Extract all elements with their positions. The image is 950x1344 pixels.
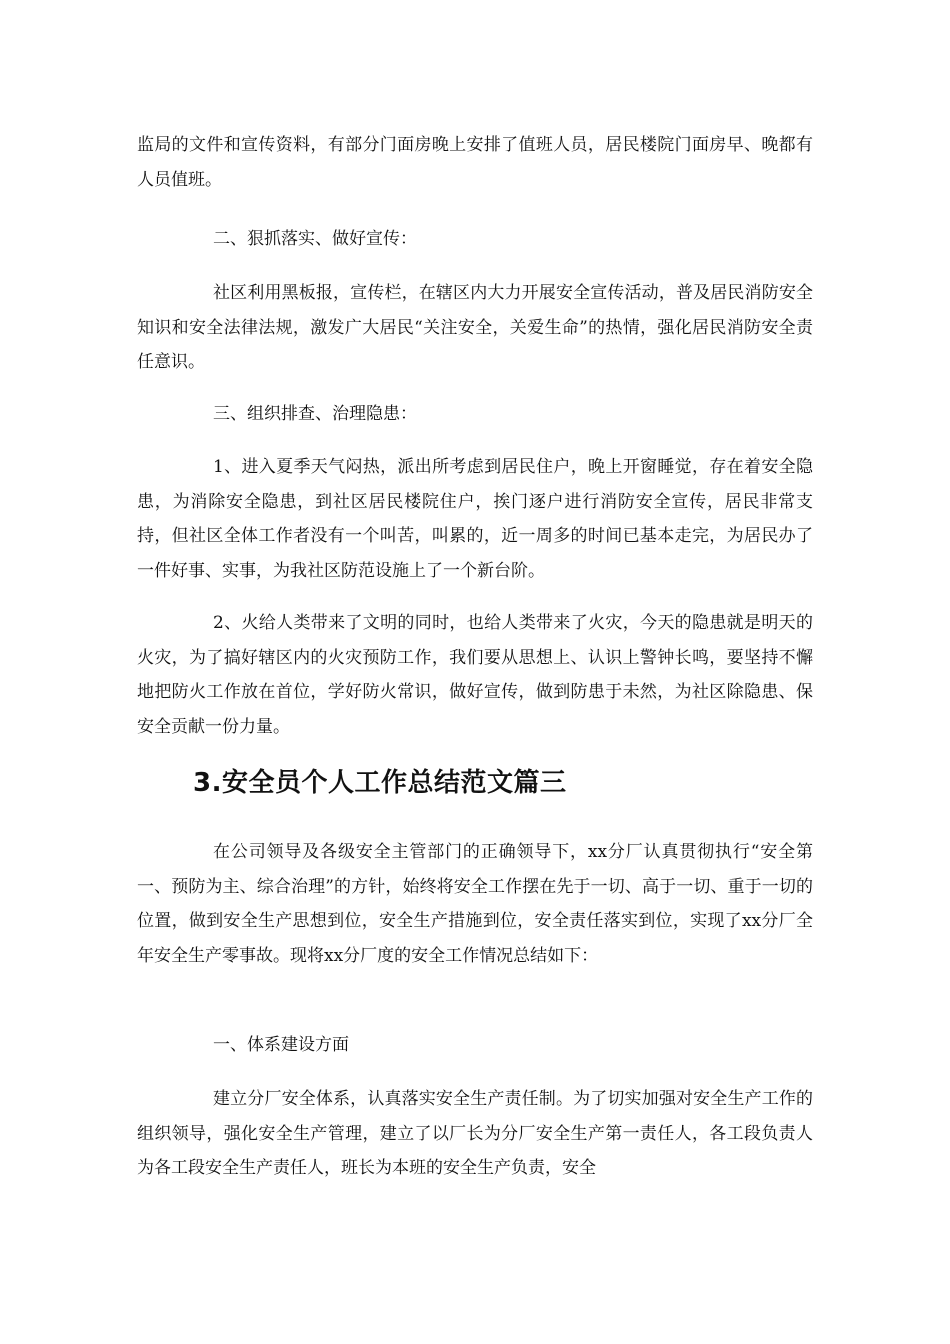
paragraph-continued: 监局的文件和宣传资料，有部分门面房晚上安排了值班人员，居民楼院门面房早、晚都有人员值班。: [137, 135, 813, 190]
paragraph-intro: 在公司领导及各级安全主管部门的正确领导下，xx分厂认真贯彻执行“安全第一、预防为主、综合治理”的方针，始终将安全工作摆在先于一切、高于一切、重于一切的位置，做到安全生产思想到位，安全生产措施到位，安全责任落实到位，实现了xx分厂全年安全生产零事故。现将xx分厂度的安全工作情况总结如下：: [137, 842, 813, 966]
paragraph-publicity: 社区利用黑板报，宣传栏，在辖区内大力开展安全宣传活动，普及居民消防安全知识和安全法律法规，激发广大居民“关注安全，关爱生命”的热情，强化居民消防安全责任意识。: [137, 283, 813, 372]
section-heading-three: 三、组织排查、治理隐患：: [213, 404, 417, 424]
paragraph-item-2: 2、火给人类带来了文明的同时，也给人类带来了火灾，今天的隐患就是明天的火灾，为了搞好辖区内的火灾预防工作，我们要从思想上、认识上警钟长鸣，要坚持不懈地把防火工作放在首位，学好防火常识，做好宣传，做到防患于未然，为社区除隐患、保安全贡献一份力量。: [137, 613, 813, 737]
article-heading: 3.安全员个人工作总结范文篇三: [193, 768, 567, 798]
section-heading-two: 二、狠抓落实、做好宣传：: [213, 229, 417, 249]
paragraph-item-1: 1、进入夏季天气闷热，派出所考虑到居民住户，晚上开窗睡觉，存在着安全隐患，为消除安全隐患，到社区居民楼院住户，挨门逐户进行消防安全宣传，居民非常支持，但社区全体工作者没有一个叫苦，叫累的，近一周多的时间已基本走完，为居民办了一件好事、实事，为我社区防范设施上了一个新台阶。: [137, 457, 813, 581]
subheading-system: 一、体系建设方面: [213, 1035, 349, 1055]
paragraph-system: 建立分厂安全体系，认真落实安全生产责任制。为了切实加强对安全生产工作的组织领导，强化安全生产管理，建立了以厂长为分厂安全生产第一责任人，各工段负责人为各工段安全生产责任人，班长为本班的安全生产负责，安全: [137, 1089, 813, 1178]
